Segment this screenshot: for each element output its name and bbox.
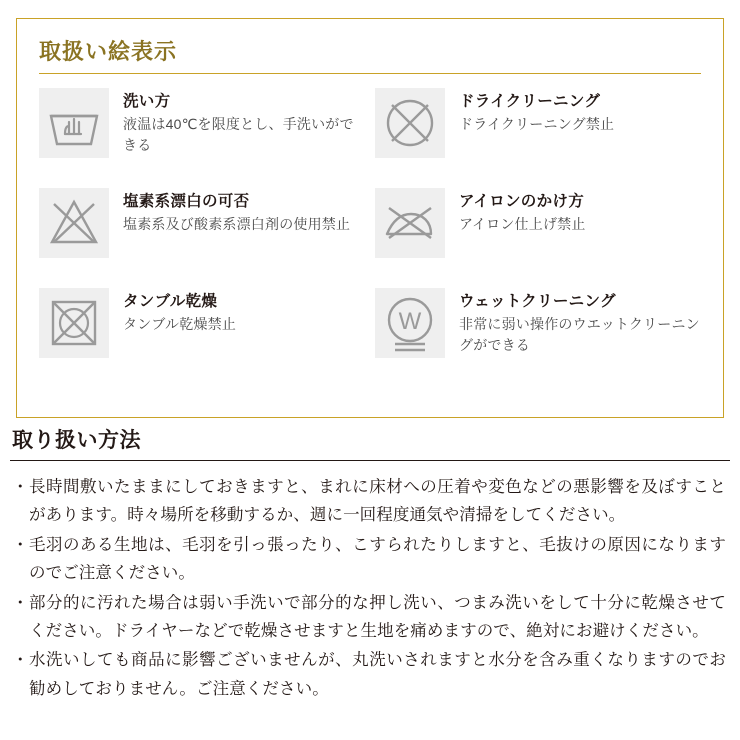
handling-instructions-title: 取り扱い方法	[12, 429, 141, 452]
care-item	[375, 288, 703, 388]
care-item	[375, 88, 703, 188]
care-item	[375, 188, 703, 288]
care-item	[39, 288, 367, 388]
wet-clean-very-mild-icon	[375, 288, 445, 358]
list-item: ・ 水洗いしても商品に影響ございませんが、丸洗いされますと水分を含み重くなりますのでお勧めしておりません。ご注意ください。	[14, 646, 726, 703]
list-item: ・ 部分的に汚れた場合は弱い手洗いで部分的な押し洗い、つまみ洗いをして十分に乾燥させてください。ドライヤーなどで乾燥させますと生地を痛めますので、絶対にお避けください。	[14, 589, 726, 646]
care-item-heading: タンブル乾燥	[123, 293, 218, 311]
svg-text:W: W	[398, 308, 422, 336]
tumble-dry-prohibited-icon	[39, 288, 109, 358]
care-item	[39, 88, 367, 188]
care-item-heading: アイロンのかけ方	[459, 193, 585, 211]
handling-instructions-list	[8, 473, 732, 703]
care-item-text	[123, 288, 236, 335]
handling-instructions-divider	[10, 460, 730, 461]
care-symbols-panel	[16, 18, 724, 418]
care-item-description: 非常に弱い操作のウエットクリーニングができる	[459, 315, 700, 354]
care-item-description: タンブル乾燥禁止	[123, 315, 237, 332]
care-item-heading: ウェットクリーニング	[459, 293, 616, 311]
bleach-prohibited-icon	[39, 188, 109, 258]
care-item-text	[459, 288, 703, 357]
hand-wash-tub-icon	[39, 88, 109, 158]
care-item-description: 液温は40℃を限度とし、手洗いができる	[123, 115, 354, 154]
care-item-heading: 塩素系漂白の可否	[123, 193, 250, 211]
care-item-description: アイロン仕上げ禁止	[459, 215, 586, 232]
care-item-description: 塩素系及び酸素系漂白剤の使用禁止	[123, 215, 351, 232]
list-item: ・ 毛羽のある生地は、毛羽を引っ張ったり、こすられたりしますと、毛抜けの原因になりますのでご注意ください。	[14, 531, 726, 588]
dry-clean-prohibited-icon	[375, 88, 445, 158]
care-item-text	[123, 88, 367, 157]
iron-prohibited-icon	[375, 188, 445, 258]
care-symbols-grid	[17, 74, 723, 388]
handling-instructions-section	[8, 424, 732, 704]
care-item-text	[459, 188, 586, 235]
care-item	[39, 188, 367, 288]
care-item-heading: ドライクリーニング	[459, 93, 601, 111]
care-item-heading: 洗い方	[123, 93, 171, 111]
care-panel-title: 取扱い絵表示	[39, 39, 178, 64]
care-item-text	[123, 188, 350, 235]
list-item: ・ 長時間敷いたままにしておきますと、まれに床材への圧着や変色などの悪影響を及ぼすことがあります。時々場所を移動するか、週に一回程度通気や清掃をしてください。	[14, 473, 726, 530]
care-item-text	[459, 88, 614, 135]
care-item-description: ドライクリーニング禁止	[459, 115, 615, 132]
